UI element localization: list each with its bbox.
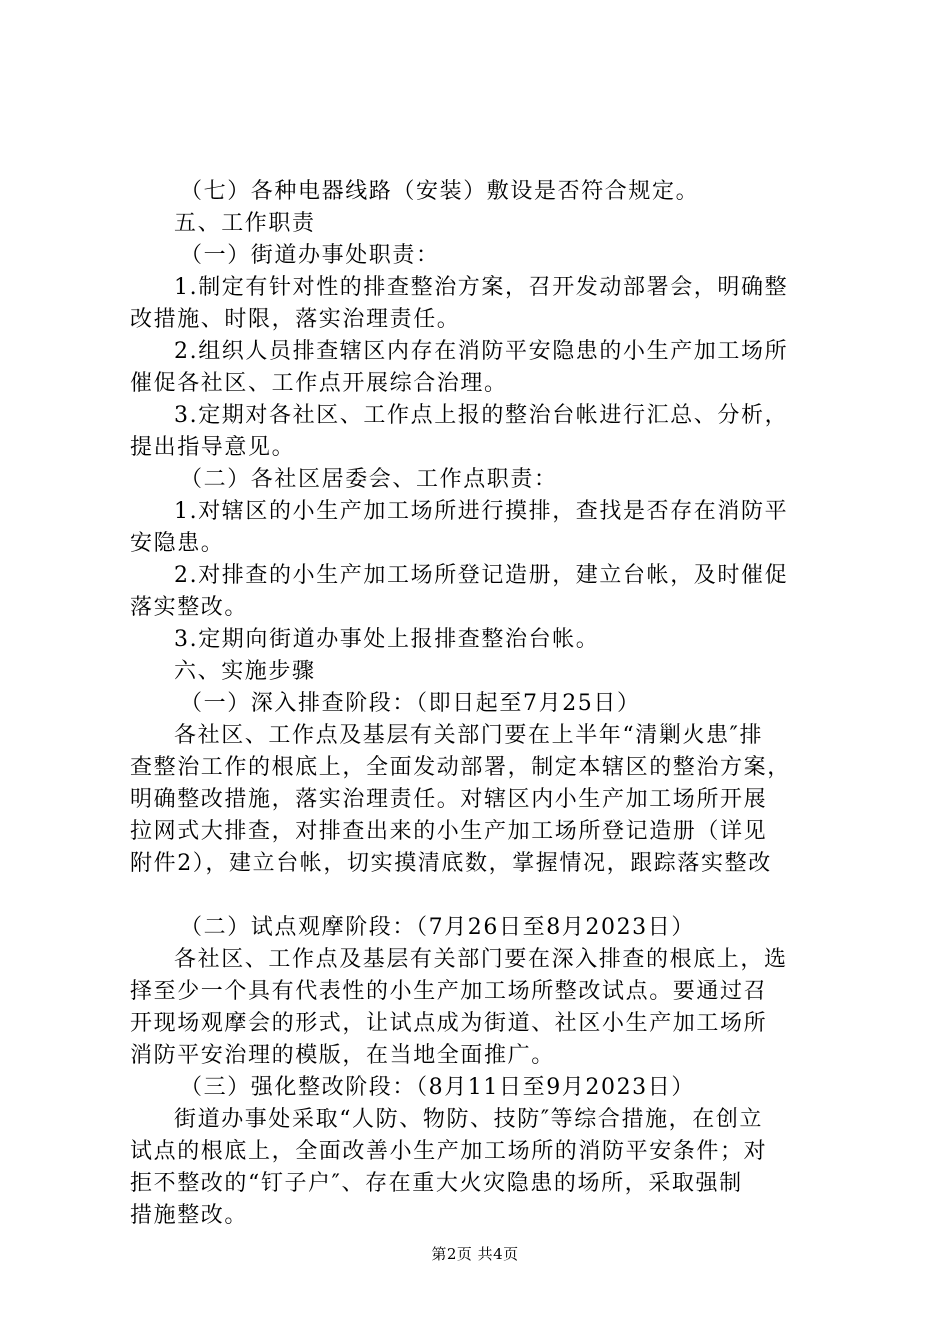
text-line: 3.定期向街道办事处上报排查整治台帐。 [174,627,600,652]
subsection-heading: （一）深入排查阶段：（即日起至7月25日） [180,691,641,716]
text-line: 各社区、工作点及基层有关部门要在上半年“清剿火患″排 [174,723,764,748]
text-line: 1.对辖区的小生产加工场所进行摸排，查找是否存在消防平 [174,499,789,524]
section-heading: 六、实施步骤 [174,659,316,684]
text-line: 查整治工作的根底上，全面发动部署，制定本辖区的整治方案， [130,755,791,780]
paragraph-gap [130,880,835,912]
text-line: 2.组织人员排查辖区内存在消防平安隐患的小生产加工场所 [174,339,789,364]
section-heading: 五、工作职责 [174,211,316,236]
text-line: 2.对排查的小生产加工场所登记造册，建立台帐，及时催促 [174,563,789,588]
text-line: 开现场观摩会的形式，让试点成为街道、社区小生产加工场所 [130,1011,768,1036]
text-line: 拒不整改的“钉子户″、存在重大火灾隐患的场所，采取强制 [130,1171,743,1196]
text-line: （七）各种电器线路（安装）敷设是否符合规定。 [180,179,700,204]
subsection-heading: （二）试点观摩阶段：（7月26日至8月2023日） [180,915,695,940]
text-line: 催促各社区、工作点开展综合治理。 [130,371,508,396]
subsection-heading: （二）各社区居委会、工作点职责： [180,467,558,492]
text-line: 街道办事处采取“人防、物防、技防″等综合措施，在创立 [174,1107,764,1132]
text-line: 各社区、工作点及基层有关部门要在深入排查的根底上，选 [174,947,788,972]
text-line: 安隐患。 [130,531,225,556]
text-line: 3.定期对各社区、工作点上报的整治台帐进行汇总、分析， [174,403,789,428]
text-line: 附件2），建立台帐，切实摸清底数，掌握情况，跟踪落实整改 [130,851,772,876]
text-line: 消防平安治理的模版，在当地全面推广。 [130,1043,555,1068]
text-line: 改措施、时限，落实治理责任。 [130,307,461,332]
text-line: 措施整改。 [130,1203,249,1228]
text-line: 试点的根底上，全面改善小生产加工场所的消防平安条件；对 [130,1139,768,1164]
text-line: 拉网式大排查，对排查出来的小生产加工场所登记造册（详见 [130,819,768,844]
text-line: 1.制定有针对性的排查整治方案，召开发动部署会，明确整 [174,275,789,300]
page-number: 第2页 共4页 [431,1245,519,1263]
text-line: 明确整改措施，落实治理责任。对辖区内小生产加工场所开展 [130,787,768,812]
text-line: 落实整改。 [130,595,249,620]
subsection-heading: （一）街道办事处职责： [180,243,440,268]
text-line: 择至少一个具有代表性的小生产加工场所整改试点。要通过召 [130,979,768,1004]
document-body [130,176,835,1232]
subsection-heading: （三）强化整改阶段：（8月11日至9月2023日） [180,1075,695,1100]
text-line: 提出指导意见。 [130,435,296,460]
